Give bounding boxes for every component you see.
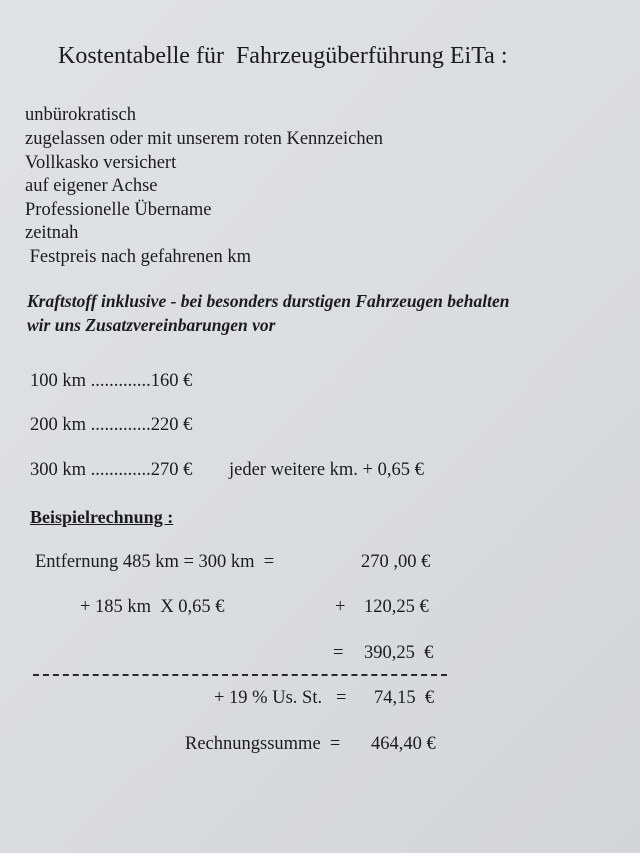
feature-item: zeitnah <box>25 223 79 243</box>
feature-item: Vollkasko versichert <box>25 153 177 173</box>
price-row-300km: 300 km .............270 € <box>30 460 193 480</box>
feature-item: Festpreis nach gefahrenen km <box>25 247 252 267</box>
extra-km-rate: jeder weitere km. + 0,65 € <box>229 460 424 480</box>
calc-extra-km-label: + 185 km X 0,65 € <box>80 597 225 617</box>
feature-item: auf eigener Achse <box>25 176 158 196</box>
total-value: 464,40 € <box>371 734 436 754</box>
tax-label: + 19 % Us. St. = <box>214 688 347 708</box>
tax-value: 74,15 € <box>374 688 435 708</box>
example-heading: Beispielrechnung : <box>30 507 174 527</box>
feature-item: Professionelle Übername <box>25 200 212 220</box>
calc-base-value: 270 ,00 € <box>361 552 431 572</box>
fuel-note-line-2: wir uns Zusatzvereinbarungen vor <box>27 315 276 335</box>
price-row-100km: 100 km .............160 € <box>30 371 193 391</box>
dashed-divider <box>33 674 447 676</box>
fuel-note-line-1: Kraftstoff inklusive - bei besonders durstigen Fahrzeugen behalten <box>27 291 510 311</box>
feature-item: unbürokratisch <box>25 105 136 125</box>
document-title: Kostentabelle für Fahrzeugüberführung EiTa : <box>58 43 508 69</box>
calc-extra-value: 120,25 € <box>364 597 429 617</box>
calc-equals-sign: = <box>333 643 344 663</box>
feature-item: zugelassen oder mit unserem roten Kennzeichen <box>25 129 384 149</box>
calc-distance-label: Entfernung 485 km = 300 km = <box>35 552 275 572</box>
price-row-200km: 200 km .............220 € <box>30 415 193 435</box>
total-label: Rechnungssumme = <box>185 734 341 754</box>
calc-plus-sign: + <box>335 597 346 617</box>
calc-subtotal-value: 390,25 € <box>364 643 434 663</box>
